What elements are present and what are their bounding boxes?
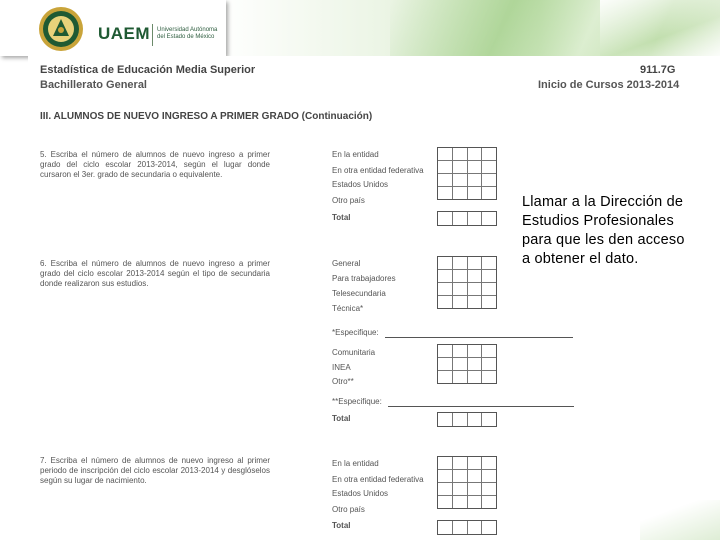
q6-row-label: Telesecundaria: [332, 289, 386, 298]
course-start: Inicio de Cursos 2013-2014: [538, 79, 680, 91]
logo-banner: [0, 0, 226, 56]
form-title: Estadística de Educación Media Superior: [40, 64, 256, 76]
q6-specify-field-2[interactable]: [388, 406, 574, 407]
q7-grid[interactable]: [437, 456, 497, 509]
q6-row-label: Técnica*: [332, 304, 364, 313]
instruction-note: Llamar a la Dirección de Estudios Profesionales para que les den acceso a obtener el dato.: [522, 194, 685, 267]
university-seal-icon: [38, 6, 84, 52]
q6-row-label: Comunitaria: [332, 348, 376, 357]
logo-text: UAEM: [98, 24, 151, 43]
form-code: 911.7G: [640, 64, 676, 76]
question-6-text: 6. Escriba el número de alumnos de nuevo ingreso a primer grado del ciclo escolar 2013-2014 según el tipo de secundaria donde realizaron sus estudios.: [40, 259, 270, 288]
q6-total-box[interactable]: [437, 412, 497, 427]
q5-grid[interactable]: [437, 147, 497, 200]
logo-subtext: Universidad Autónoma del Estado de México: [157, 27, 218, 40]
q7-row-label: Otro país: [332, 505, 365, 514]
q6-specify-field[interactable]: [385, 337, 573, 338]
header-decoration-right: [600, 0, 720, 56]
q5-row-label: Otro país: [332, 196, 365, 205]
q7-row-label: Estados Unidos: [332, 489, 389, 498]
q6-grid-b[interactable]: [437, 344, 497, 384]
q5-row-label: En otra entidad federativa: [332, 166, 424, 175]
q5-row-label: En la entidad: [332, 150, 379, 159]
q5-total-label: Total: [332, 213, 351, 222]
q6-row-label: General: [332, 259, 361, 268]
q6-row-label: INEA: [332, 363, 351, 372]
q5-total-box[interactable]: [437, 211, 497, 226]
q5-row-label: Estados Unidos: [332, 180, 389, 189]
form-page: [28, 56, 688, 540]
question-7-text: 7. Escriba el número de alumnos de nuevo ingreso al primer periodo de inscripción del ciclo escolar 2013-2014 y desglóselos según su lugar de nacimiento.: [40, 456, 270, 485]
q6-row-label: Para trabajadores: [332, 274, 396, 283]
q7-total-label: Total: [332, 521, 351, 530]
logo-divider: [152, 24, 153, 46]
q6-specify-label: *Especifique:: [332, 328, 379, 337]
q6-specify-label-2: **Especifique:: [332, 397, 382, 406]
q6-grid-a[interactable]: [437, 256, 497, 309]
q7-row-label: En la entidad: [332, 459, 379, 468]
form-subtitle: Bachillerato General: [40, 79, 147, 91]
question-5-text: 5. Escriba el número de alumnos de nuevo ingreso a primer grado del ciclo escolar 2013-2014, según el lugar donde cursaron el 3er. grado de secundaria o equivalente.: [40, 150, 270, 179]
section-title: III. ALUMNOS DE NUEVO INGRESO A PRIMER GRADO (Continuación): [40, 111, 373, 122]
q6-row-label: Otro**: [332, 377, 354, 386]
q7-total-box[interactable]: [437, 520, 497, 535]
q6-total-label: Total: [332, 414, 351, 423]
q7-row-label: En otra entidad federativa: [332, 475, 424, 484]
corner-decoration: [640, 500, 720, 540]
